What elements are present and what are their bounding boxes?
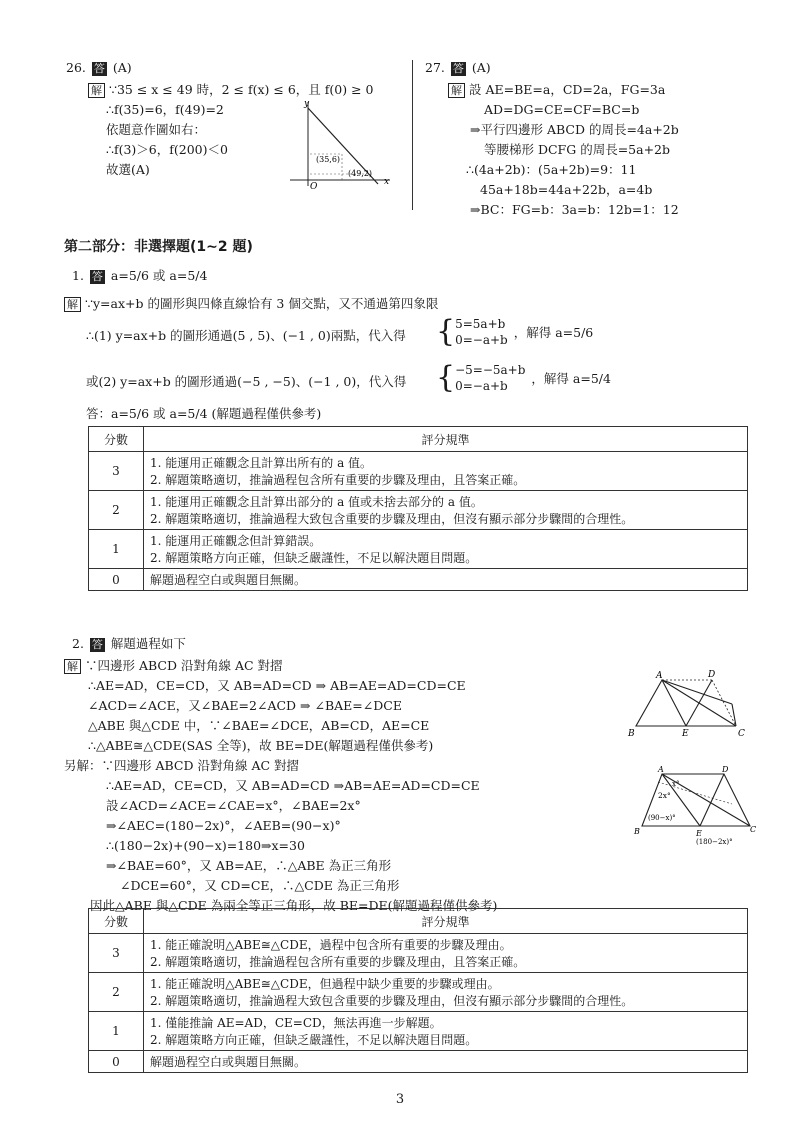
answer-tag: 答 [91,270,103,283]
vertex-label: C [738,729,745,739]
p1-case1: ∴(1) y=ax+b 的圖形通過(5 , 5)、(−1 , 0)兩點，代入得 [86,328,406,343]
solution-tag: 解 [64,659,81,674]
p1-solution: 解 ∵y=ax+b 的圖形與四條直線恰有 3 個交點，又不通過第四象限 [64,294,438,314]
p2-rubric-table [88,908,748,1073]
q26-header: 26. 答 (A) [66,60,132,75]
table-row: 1 1. 僅能推論 AE=AD，CE=CD，無法再進一步解題。 2. 解題策略方向正確，但缺乏嚴謹性，不足以解決題目問題。 [89,1012,748,1051]
answer-tag: 答 [93,62,105,75]
table-row: 2 1. 能運用正確觀念且計算出部分的 a 值或未捨去部分的 a 值。 2. 解題策略適切，推論過程大致包含重要的步驟及理由，但沒有顯示部分步驟間的合理性。 [89,491,748,530]
vertex-label: B [634,827,640,836]
p2-answer: 解題過程如下 [110,636,186,651]
vertex-label: E [696,829,702,838]
p2-solution: 解 ∵四邊形 ABCD 沿對角線 AC 對摺 ∴AE=AD，CE=CD，又 AB=AD=CD ⇒ AB=AE=AD=CD=CE ∠ACD=∠ACE，又∠BAE=2∠ACD ⇒ ∠BAE=∠DCE △ABE 與△CDE 中，∵∠BAE=∠DCE，AB=CD，AE=CE ∴△ABE≅△CDE(SAS 全等)，故 BE=DE(解題過程僅供參考) [64,656,466,756]
answer-tag: 答 [91,638,103,651]
page-number: 3 [395,1092,405,1107]
point-label: (35,6) [316,155,341,164]
table-row: 0 解題過程空白或與題目無關。 [89,569,748,591]
p1-answer: a=5/6 或 a=5/4 [110,268,208,283]
column-divider [412,60,413,210]
q27-header: 27. 答 (A) [425,60,491,75]
table-row: 0 解題過程空白或與題目無關。 [89,1051,748,1073]
rubric-header-score: 分數 [89,427,144,452]
p1-system1: { 5=5a+b 0=−a+b ，解得 a=5/6 [436,314,594,349]
p1-system2: { −5=−5a+b 0=−a+b ，解得 a=5/4 [436,360,611,395]
q26-graph [290,96,400,196]
q27-solution: 解 設 AE=BE=a，CD=2a，FG=3a AD=DG=CE=CF=BC=b ⇒平行四邊形 ABCD 的周長=4a+2b 等腰梯形 DCFG 的周長=5a+2b ∴(4a+2b)：(5a+2b)=9：11 45a+18b=44a+22b，a=4b ⇒BC：FG=b：3a=b：12b=1：12 [448,80,679,220]
vertex-label: E [682,729,689,739]
q26-answer: (A) [112,60,132,75]
answer-tag: 答 [452,62,464,75]
table-row: 3 1. 能正確說明△ABE≅△CDE，過程中包含所有重要的步驟及理由。 2. 解題策略適切，推論過程包含所有重要的步驟及理由，且答案正確。 [89,934,748,973]
p2-figure-2 [632,764,758,850]
solution-tag: 解 [88,83,105,98]
q26-solution: 解 ∵35 ≤ x ≤ 49 時，2 ≤ f(x) ≤ 6，且 f(0) ≥ 0 ∴f(35)=6，f(49)=2 依題意作圖如右： ∴f(3)＞6，f(200)＜0 故選(A) [88,80,373,180]
rubric-header-criteria: 評分規準 [144,909,748,934]
table-row: 2 1. 能正確說明△ABE≅△CDE，但過程中缺少重要的步驟或理由。 2. 解題策略適切，推論過程大致包含重要的步驟及理由，但沒有顯示部分步驟間的合理性。 [89,973,748,1012]
point-label: (49,2) [348,169,373,178]
p1-case2: 或(2) y=ax+b 的圖形通過(−5 , −5)、(−1 , 0)，代入得 [86,374,407,389]
vertex-label: A [656,671,663,681]
rubric-header-criteria: 評分規準 [144,427,748,452]
table-row: 3 1. 能運用正確觀念且計算出所有的 a 值。 2. 解題策略適切，推論過程包含所有重要的步驟及理由，且答案正確。 [89,452,748,491]
q27-answer: (A) [471,60,491,75]
origin-label: O [310,182,318,192]
p2-alt-solution: 另解：∵四邊形 ABCD 沿對角線 AC 對摺 ∴AE=AD，CE=CD，又 AB=AD=CD ⇒AB=AE=AD=CD=CE 設∠ACD=∠ACE=∠CAE=x°，∠BAE=2x° ⇒∠AEC=(180−2x)°，∠AEB=(90−x)° ∴(180−2x)+(90−x)=180⇒x=30 ⇒∠BAE=60°，又 AB=AE，∴△ABE 為正三角形 ∠DCE=60°，又 CD=CE，∴△CDE 為正三角形 因此△ABE 與△CDE 為兩全等正三角形，故 BE=DE(解題過程僅供參考) [64,758,498,913]
rubric-header-score: 分數 [89,909,144,934]
vertex-label: D [708,670,716,680]
p1-rubric-table [88,426,748,591]
y-label: y [304,99,310,109]
p1-final-answer: 答：a=5/6 或 a=5/4 (解題過程僅供參考) [86,406,322,421]
vertex-label: C [750,825,757,834]
p2-figure-1 [624,666,754,740]
solution-tag: 解 [64,297,81,312]
x-label: x [384,177,390,187]
vertex-label: B [628,729,635,739]
solution-tag: 解 [448,83,465,98]
section-heading: 第二部分：非選擇題(1∼2 題) [64,239,253,255]
angle-label: 2x° [658,791,671,800]
vertex-label: A [658,765,664,774]
angle-label: x° [672,780,680,788]
vertex-label: D [722,765,729,774]
p2-header: 2. 答 解題過程如下 [72,636,186,651]
table-row: 1 1. 能運用正確觀念但計算錯誤。 2. 解題策略方向正確，但缺乏嚴謹性，不足以解決題目問題。 [89,530,748,569]
p1-header: 1. 答 a=5/6 或 a=5/4 [72,268,208,283]
angle-label: (90−x)° [648,814,676,822]
angle-label: (180−2x)° [696,838,733,846]
